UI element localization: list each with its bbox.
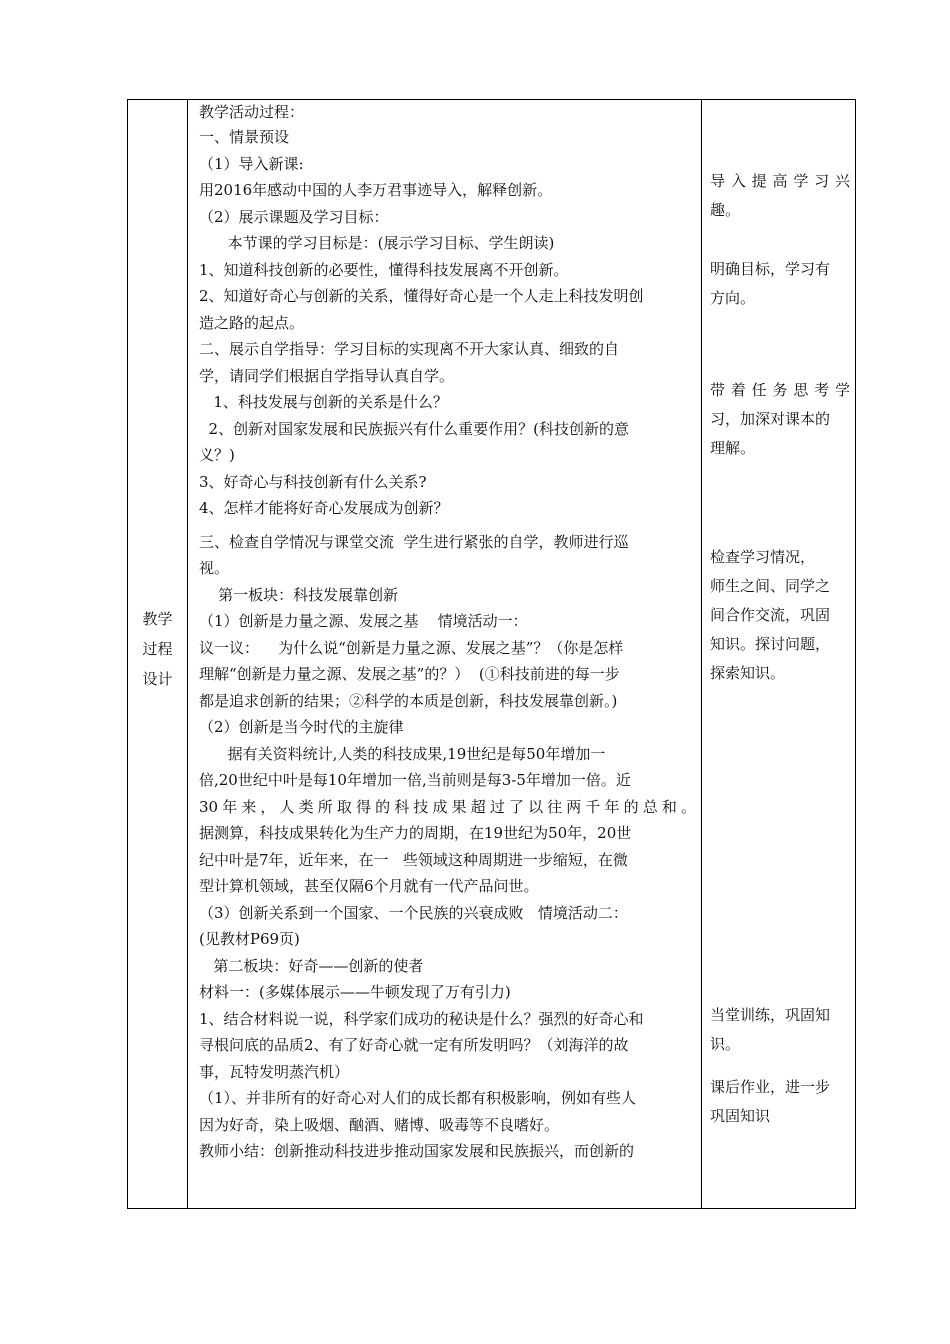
side-note-line: 间合作交流，巩固 [710, 606, 831, 624]
content-line: 一、情景预设 [199, 128, 290, 146]
content-line: 第二板块：好奇——创新的使者 [199, 956, 424, 975]
content-line: 1、科技发展与创新的关系是什么？ [199, 393, 448, 411]
side-note-line: 趣。 [710, 201, 741, 219]
side-note [710, 376, 850, 463]
content-line: 寻根问底的品质2、有了好奇心就一定有所发明吗？（刘海洋的故 [199, 1036, 629, 1054]
content-line: 第一板块：科技发展靠创新 [199, 585, 399, 604]
content-line: 用2016年感动中国的人李万君事迹导入，解释创新。 [199, 181, 553, 199]
side-note-line: 知识。探讨问题， [710, 635, 831, 653]
content-line: 材料一：(多媒体展示——牛顿发现了万有引力) [199, 983, 511, 1001]
side-note-line: 检查学习情况， [710, 548, 816, 566]
content-line: 二、展示自学指导：学习目标的实现离不开大家认真、细致的自 [199, 340, 620, 358]
side-note [710, 543, 850, 688]
content-line: 义？) [199, 446, 235, 464]
side-note-line: 习，加深对课本的 [710, 410, 831, 428]
side-note-line: 导入提高学习兴 [710, 172, 850, 190]
content-line: 30年来，人类所取得的科技成果超过了以往两千年的总和。 [199, 797, 696, 816]
content-line: 理解“创新是力量之源、发展之基”的？） (①科技前进的每一步 [199, 665, 620, 683]
content-line: 教师小结：创新推动科技进步推动国家发展和民族振兴，而创新的 [199, 1142, 635, 1160]
content-line: 议一议： 为什么说“创新是力量之源、发展之基”？（你是怎样 [199, 638, 624, 657]
content-line: （1）创新是力量之源、发展之基 情境活动一： [199, 612, 528, 630]
column-divider-left [187, 100, 188, 1208]
content-line: 本节课的学习目标是：(展示学习目标、学生朗读) [199, 234, 555, 252]
side-note-line: 明确目标，学习有 [710, 260, 831, 278]
content-line: （3）创新关系到一个国家、一个民族的兴衰成败 情境活动二： [199, 903, 628, 922]
content-line: 1、结合材料说一说，科学家们成功的秘诀是什么？强烈的好奇心和 [199, 1009, 644, 1028]
row-label [128, 604, 187, 694]
content-line: 据有关资料统计,人类的科技成果,19世纪是每50年增加一 [199, 744, 606, 763]
content-line: （2）创新是当今时代的主旋律 [199, 718, 404, 736]
side-note [710, 167, 850, 225]
content-line: （2）展示课题及学习目标： [199, 207, 389, 226]
side-note-line: 师生之间、同学之 [710, 577, 831, 595]
content-line: 据测算，科技成果转化为生产力的周期，在19世纪为50年，20世 [199, 824, 632, 842]
content-line: 都是追求创新的结果；②科学的本质是创新，科技发展靠创新。) [199, 691, 618, 710]
teaching-process-content [199, 100, 696, 1165]
content-line: 1、知道科技创新的必要性，懂得科技发展离不开创新。 [199, 260, 569, 279]
content-line: （1）、并非所有的好奇心对人们的成长都有积极影响，例如有些人 [199, 1089, 637, 1107]
side-note-line: 课后作业，进一步 [710, 1078, 831, 1096]
row-label-line: 过程 [142, 640, 173, 658]
row-label-line: 教学 [142, 610, 173, 628]
side-note-line: 方向。 [710, 289, 756, 307]
side-note-line: 巩固知识 [710, 1107, 771, 1125]
content-line: 2、知道好奇心与创新的关系，懂得好奇心是一个人走上科技发明创 [199, 287, 644, 305]
content-line: 教学活动过程： [199, 103, 305, 121]
content-line: (见教材P69页) [199, 930, 300, 948]
content-line: 型计算机领域，甚至仅隔6个月就有一代产品问世。 [199, 877, 539, 895]
side-note [710, 1073, 850, 1131]
content-line: 三、检查自学情况与课堂交流 学生进行紧张的自学，教师进行巡 [199, 532, 629, 551]
content-line: 造之路的起点。 [199, 313, 305, 332]
side-note-line: 理解。 [710, 439, 756, 457]
content-line: 3、好奇心与科技创新有什么关系? [199, 472, 427, 491]
lesson-table [127, 99, 856, 1209]
side-note-line: 探索知识。 [710, 664, 786, 682]
column-divider-right [701, 100, 702, 1208]
content-line: 2、创新对国家发展和民族振兴有什么重要作用？(科技创新的意 [199, 419, 629, 438]
content-line: 视。 [199, 559, 230, 577]
content-line: 事，瓦特发明蒸汽机） [199, 1062, 350, 1081]
content-line: （1）导入新课: [199, 154, 304, 173]
row-label-line: 设计 [142, 670, 173, 688]
side-note-line: 识。 [710, 1035, 741, 1053]
side-note-line: 带着任务思考学 [710, 381, 850, 399]
content-line: 倍,20世纪中叶是每10年增加一倍,当前则是每3-5年增加一倍。近 [199, 771, 631, 789]
side-note-line: 当堂训练，巩固知 [710, 1006, 831, 1024]
side-note [710, 255, 850, 313]
content-line: 学，请同学们根据自学指导认真自学。 [199, 366, 455, 385]
content-line: 纪中叶是7年，近年来，在一 些领域这种周期进一步缩短，在微 [199, 850, 628, 869]
content-line: 因为好奇，染上吸烟、酗酒、赌博、吸毒等不良嗜好。 [199, 1115, 560, 1134]
side-note [710, 1001, 850, 1059]
content-line: 4、怎样才能将好奇心发展成为创新？ [199, 499, 449, 517]
